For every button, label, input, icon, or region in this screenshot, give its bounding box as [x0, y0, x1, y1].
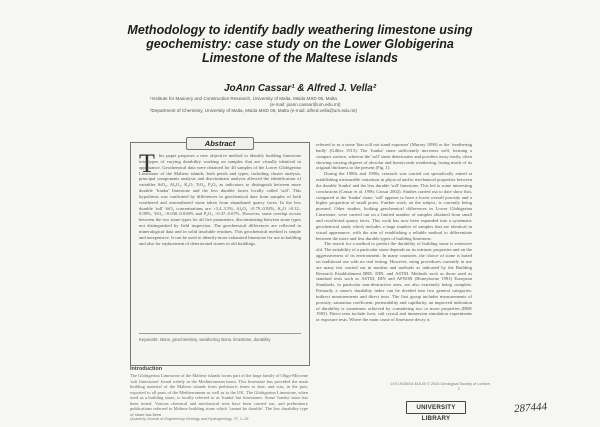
affiliations — [150, 96, 570, 113]
introduction-text: The Globigerina Limestone of the Maltese islands forms part of the large family of Oligo-Miocene 'soft limestones' found widely in the Mediterranean basin. This limestone has provided the main building material of the Maltese islands from prehistoric times to date, and was, in the past, exported to all parts of the Mediterranean as well as to the UK. The Globigerina Limestone, when used as a building stone, is locally referred to as 'franka' but limestones. Some 'franka' stone has been tested. Various chemical and mechanical tests have been carried out, and preliminary publications referred to Maltese building stone which 'cannot be durable'. The low durability type of stone has been — [130, 373, 308, 417]
affiliation-line: ²Department of Chemistry, University of Malta, Msida MSD 06, Malta (e-mail: alfred.vella@um.edu.mt) — [150, 107, 358, 113]
issn-text: 1470-9236/04 $15.00 © 2004 Geological Society of London — [390, 382, 490, 386]
library-stamp: UNIVERSITY LIBRARY — [406, 401, 466, 414]
title-line: Limestone of the Maltese islands — [202, 51, 398, 65]
abstract-body: his paper proposes a new objective method to identify building limestone into types of varying durability working on samples that are visually identical in appearance. Geochemical data were obtained for 40 samples of the Lower Globigerina Limestone of the Maltese islands, both petals and types, including cluster analysis, principal components analysis and discriminant analysis allowed the identification of variables SiO₂, Al₂O₃, K₂O, TiO₂, P₂O₅ as indicators to distinguish between more durable 'franka' limestone and the less durable facies locally called 'soll'. This hypothesis was confirmed by differences in geochemical data from samples of both weathered and unweathered stone taken from abandoned quarry faces. In the less durable 'soll' SiO₂ concentrations are >3.4–3.5%, Al₂O₃ >0.79–0.92%, K₂O >0.12–0.09%, TiO₂ >0.030–0.030% and P₂O₅ >0.47–0.67%. However, some overlap occurs between the two stone types for all five parameters, discriminating between stone types not distinguished by field inspection. The geochemical differences are reflected in mineralogical data and in solid insoluble residues. This geochemical method is simple and inexpensive. It can be used to identify more exhausted limestone for use in building and also for replacement of deteriorated stones in old buildings. — [139, 153, 301, 246]
introduction-heading: Introduction — [130, 366, 163, 372]
paragraph: The search for a method to predict the durability of building stone is extensive old. The suitability of a particular stone depends on its intrinsic properties and on the aggressiveness of its environment. In many countries, the choice of stone is based on traditional use with no real testing. However, using procedures currently in use are many test carried out in modern and methods as indicated by the Building Research Establishment BRE, DIN, and ASTM. Methods such as those used as standard tests such as ASTM, DIN and AFNOR (Honeyborne 1991) European Standards, in particular non-destructive ones, are also extremely being complete. Primarily a stone's durability index can be divided into two general categories: indirect measurements and direct tests. The first group includes measurements of porosity, saturation coefficient, permeability and capillarity, an improved indication of durability is sometimes achieved by considering two or more properties (BRE 1983). Direct tests include frost, salt crystal and immersion simulation experiments or exposure tests. Where the main cause of limestone decay is — [316, 241, 472, 323]
abstract-dropcap: T — [139, 149, 155, 178]
page-number: 1 — [457, 387, 460, 391]
abstract-heading: Abstract — [186, 137, 254, 150]
affiliation-line: (e-mail: joann.cassar@um.edu.mt) — [270, 101, 341, 107]
paper-title — [120, 23, 480, 65]
issn-line — [390, 382, 500, 392]
right-column-text — [316, 142, 472, 380]
handwritten-number: 287444 — [513, 400, 548, 416]
affiliation-line: ¹Institute for Masonry and Construction Research, University of Malta, Msida MSD 06, Malta — [150, 96, 337, 101]
abstract-box — [130, 139, 310, 366]
author-list: JoAnn Cassar¹ & Alfred J. Vella² — [223, 83, 377, 94]
title-line: geochemistry: case study on the Lower Globigerina — [146, 37, 454, 51]
paragraph: During the 1980s and 1990s, research was carried out sporadically aimed at establishing measurable variations in physical and/or mechanical properties between the durable 'franka' and the less durable 'soll' limestone. This led to some interesting conclusions (Cassar et al. 1996; Cassar 2002). Studies carried out to date show that, compared to the 'franka' stone, 'soll' appears to have a lower overall porosity and a higher proportion of small pores. Further work, on the subject, is currently being pursued. Other studies, looking geochemical differences in Lower Globigerina Limestone, were carried out on a limited number of samples obtained from small and recollected quarry faces. This work has now been expanded into a systematic geochemical study which includes a large number of samples that are identical in visual appearance, with the aim of establishing a reliable method to differentiate between the more and less durable types of building limestone. — [316, 171, 472, 241]
title-line: Methodology to identify badly weathering limestone using — [127, 23, 473, 37]
paragraph: referred to as a stone 'that will not stand exposure' (Murray 1890) or the 'weathering badly' (Gillies 1913). The 'franka' stone sufficiently increases well, forming a compact surface, whereas the 'soll' stone deteriorates and powders away easily, often showing varying degrees of alveolar and honeycomb weathering, losing much of its original thickness to the present (Fig. 1). — [316, 142, 472, 171]
abstract-text — [139, 149, 301, 331]
abstract-keywords: Keywords: stone, geochemistry, weathering stone, limestone, durability — [139, 333, 301, 363]
journal-reference: Quarterly Journal of Engineering Geology and Hydrogeology, 37, 1–18 — [130, 417, 249, 421]
